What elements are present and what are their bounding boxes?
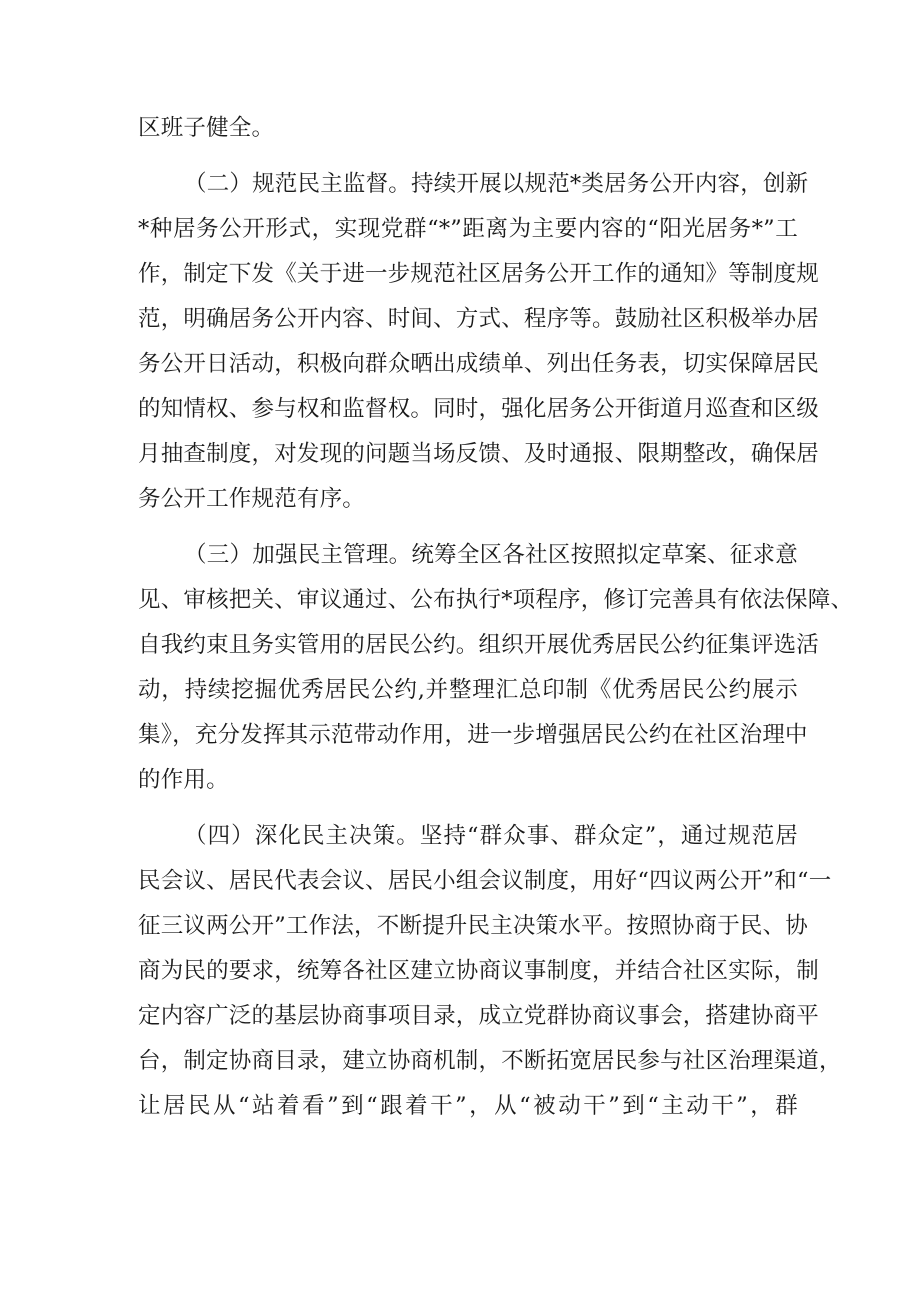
text-line: 让居民从“站着看”到“跟着干”，从“被动干”到“主动干”，群	[138, 1093, 798, 1119]
text-line: 征三议两公开”工作法，不断提升民主决策水平。按照协商于民、协	[138, 913, 809, 939]
text-line: 见、审核把关、审议通过、公布执行*项程序，修订完善具有依法保障、	[138, 587, 854, 613]
paragraph-heading-line: （三）加强民主管理。统筹全区各社区按照拟定草案、征求意	[184, 542, 798, 568]
text-line: 定内容广泛的基层协商事项目录，成立党群协商议事会，搭建协商平	[138, 1003, 820, 1029]
text-line: 务公开日活动，积极向群众晒出成绩单、列出任务表，切实保障居民	[138, 351, 820, 377]
text-line: 务公开工作规范有序。	[138, 486, 366, 512]
text-line: 的作用。	[138, 767, 229, 793]
text-line: 商为民的要求，统筹各社区建立协商议事制度，并结合社区实际，制	[138, 958, 820, 984]
text-line: 范，明确居务公开内容、时间、方式、程序等。鼓励社区积极举办居	[138, 306, 820, 332]
text-line: 区班子健全。	[138, 115, 275, 141]
text-line: 民会议、居民代表会议、居民小组会议制度，用好“四议两公开”和“一	[138, 868, 832, 894]
paragraph-heading-line: （二）规范民主监督。持续开展以规范*类居务公开内容，创新	[184, 171, 809, 197]
text-line: 集》，充分发挥其示范带动作用，进一步增强居民公约在社区治理中	[138, 722, 808, 748]
paragraph-heading-line: （四）深化民主决策。坚持“群众事、群众定”，通过规范居	[184, 823, 798, 849]
text-line: 作，制定下发《关于进一步规范社区居务公开工作的通知》等制度规	[138, 261, 820, 287]
text-line: 台，制定协商目录，建立协商机制，不断拓宽居民参与社区治理渠道，	[138, 1048, 842, 1074]
text-line: 月抽查制度，对发现的问题当场反馈、及时通报、限期整改，确保居	[138, 441, 820, 467]
text-line: 动，持续挖掘优秀居民公约,并整理汇总印制《优秀居民公约展示	[138, 677, 798, 703]
text-line: 的知情权、参与权和监督权。同时，强化居务公开街道月巡查和区级	[138, 396, 820, 422]
text-line: 自我约束且务实管用的居民公约。组织开展优秀居民公约征集评选活	[138, 632, 820, 658]
text-line: *种居务公开形式，实现党群“*”距离为主要内容的“阳光居务*”工	[138, 216, 798, 242]
